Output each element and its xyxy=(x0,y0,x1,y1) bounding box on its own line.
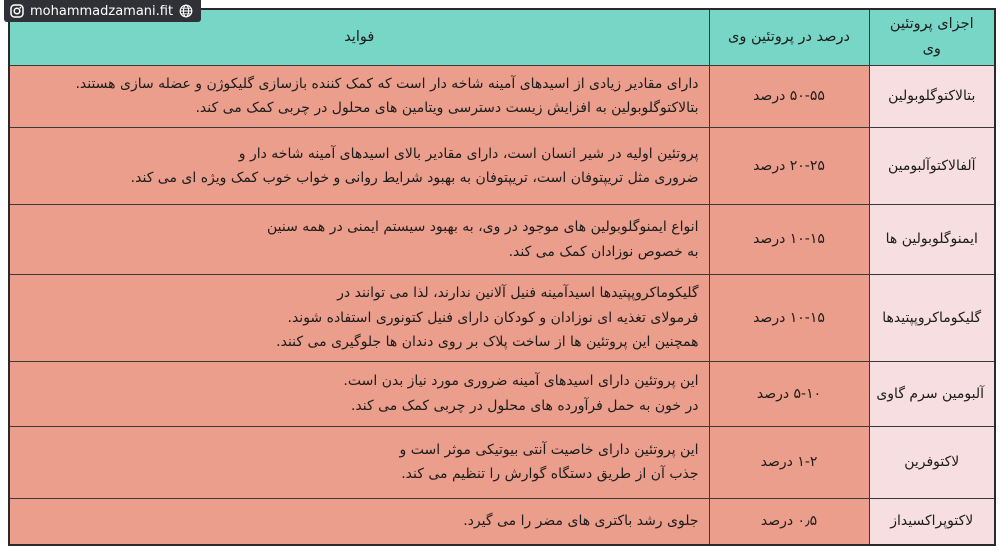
benefits-cell xyxy=(9,362,709,427)
instagram-icon xyxy=(10,4,24,18)
percent-cell: ۵-۱۰ درصد xyxy=(709,362,869,427)
benefit-line: بتالاکتوگلوبولین به افزایش زیست دسترسی ویتامین های محلول در چربی کمک می کند. xyxy=(195,100,699,117)
benefit-line: همچنین این پروتئین ها از ساخت پلاک بر روی دندان ها جلوگیری می کنند. xyxy=(276,334,699,351)
watermark-text: mohammadzamani.fit xyxy=(30,3,174,19)
benefit-line: گلیکوماکروپپتیدها اسیدآمینه فنیل آلانین ندارند، لذا می توانند در xyxy=(337,285,699,302)
component-cell: گلیکوماکروپپتیدها xyxy=(869,275,995,362)
component-cell: ایمنوگلوبولین ها xyxy=(869,204,995,275)
benefits-cell xyxy=(9,426,709,499)
benefits-cell xyxy=(9,65,709,127)
benefits-cell xyxy=(9,499,709,545)
table-row xyxy=(9,362,995,427)
benefit-line: جلوی رشد باکتری های مضر را می گیرد. xyxy=(463,513,699,530)
table-row xyxy=(9,426,995,499)
watermark-badge xyxy=(4,0,201,22)
benefit-line: ضروری مثل تریپتوفان است، تریپتوفان به بهبود شرایط روانی و خواب خوب کمک ویژه ای می کند. xyxy=(130,170,699,187)
benefits-cell xyxy=(9,128,709,205)
table-row xyxy=(9,128,995,205)
benefit-line: به خصوص نوزادان کمک می کند. xyxy=(508,243,699,260)
percent-cell: ۵۰-۵۵ درصد xyxy=(709,65,869,127)
percent-cell: ۱۰-۱۵ درصد xyxy=(709,275,869,362)
benefit-line: دارای مقادیر زیادی از اسیدهای آمینه شاخه دار است که کمک کننده بازسازی گلیکوژن و عضله سازی هستند. xyxy=(75,75,699,92)
table-row xyxy=(9,65,995,127)
percent-cell: ۲۰-۲۵ درصد xyxy=(709,128,869,205)
component-cell: آلفالاکتوآلبومین xyxy=(869,128,995,205)
benefit-line: پروتئین اولیه در شیر انسان است، دارای مقادیر بالای اسیدهای آمینه شاخه دار و xyxy=(238,145,699,162)
globe-icon xyxy=(179,4,193,18)
benefit-line: فرمولای تغذیه ای نوزادان و کودکان دارای فنیل کتونوری استفاده شوند. xyxy=(287,309,699,326)
benefit-line: این پروتئین دارای خاصیت آنتی بیوتیکی موثر است و xyxy=(399,441,699,458)
table-row xyxy=(9,499,995,545)
whey-protein-table xyxy=(8,8,996,546)
percent-cell: ۱-۲ درصد xyxy=(709,426,869,499)
table-row xyxy=(9,204,995,275)
header-benefits: فواید xyxy=(9,9,709,65)
header-component: اجزای پروتئین وی xyxy=(869,9,995,65)
percent-cell: ۱۰-۱۵ درصد xyxy=(709,204,869,275)
benefits-cell xyxy=(9,204,709,275)
benefit-line: جذب آن از طریق دستگاه گوارش را تنظیم می کند. xyxy=(401,466,699,483)
component-cell: بتالاکتوگلوبولین xyxy=(869,65,995,127)
header-percent: درصد در پروتئین وی xyxy=(709,9,869,65)
benefit-line: در خون به حمل فرآورده های محلول در چربی کمک می کند. xyxy=(350,397,699,414)
percent-cell: ۰٫۵ درصد xyxy=(709,499,869,545)
benefit-line: انواع ایمنوگلوبولین های موجود در وی، به بهبود سیستم ایمنی در همه سنین xyxy=(266,219,699,236)
component-cell: لاکتوپراکسیداز xyxy=(869,499,995,545)
component-cell: آلبومین سرم گاوی xyxy=(869,362,995,427)
benefits-cell xyxy=(9,275,709,362)
table-row xyxy=(9,275,995,362)
benefit-line: این پروتئین دارای اسیدهای آمینه ضروری مورد نیاز بدن است. xyxy=(343,373,699,390)
component-cell: لاکتوفرین xyxy=(869,426,995,499)
